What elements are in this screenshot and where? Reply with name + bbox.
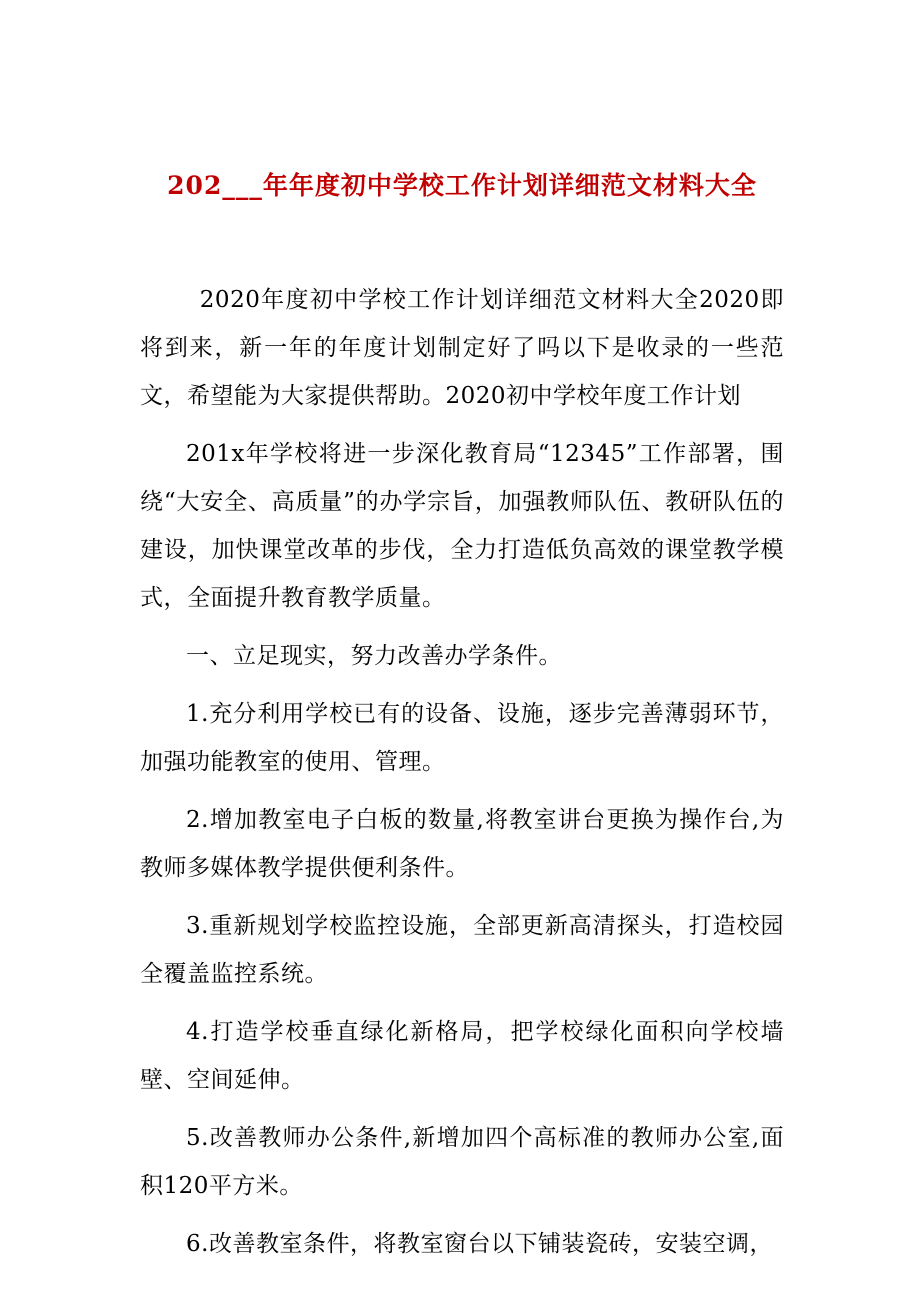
paragraph-intro: 2020年度初中学校工作计划详细范文材料大全2020即将到来，新一年的年度计划制定好了吗以下是收录的一些范文，希望能为大家提供帮助。2020初中学校年度工作计划 bbox=[140, 287, 784, 409]
list-item-5: 5.改善教师办公条件,新增加四个高标准的教师办公室,面积120平方米。 bbox=[140, 1125, 784, 1199]
list-item-2: 2.增加教室电子白板的数量,将教室讲台更换为操作台,为教师多媒体教学提供便利条件。 bbox=[140, 807, 784, 881]
section-heading-1: 一、立足现实，努力改善办学条件。 bbox=[186, 643, 562, 669]
list-item-3: 3.重新规划学校监控设施，全部更新高清探头，打造校园全覆盖监控系统。 bbox=[140, 913, 784, 987]
list-item-4: 4.打造学校垂直绿化新格局，把学校绿化面积向学校墙壁、空间延伸。 bbox=[140, 1019, 784, 1093]
document-title: 202___年年度初中学校工作计划详细范文材料大全 bbox=[167, 171, 757, 200]
document-body bbox=[140, 276, 784, 1268]
paragraph-overview: 201x年学校将进一步深化教育局“12345”工作部署，围绕“大安全、高质量”的办学宗旨，加强教师队伍、教研队伍的建设，加快课堂改革的步伐，全力打造低负高效的课堂教学模式，全面提升教育教学质量。 bbox=[140, 441, 784, 611]
list-item-6: 6.改善教室条件，将教室窗台以下铺装瓷砖，安装空调， bbox=[186, 1231, 773, 1257]
list-item-1: 1.充分利用学校已有的设备、设施，逐步完善薄弱环节，加强功能教室的使用、管理。 bbox=[140, 701, 784, 775]
